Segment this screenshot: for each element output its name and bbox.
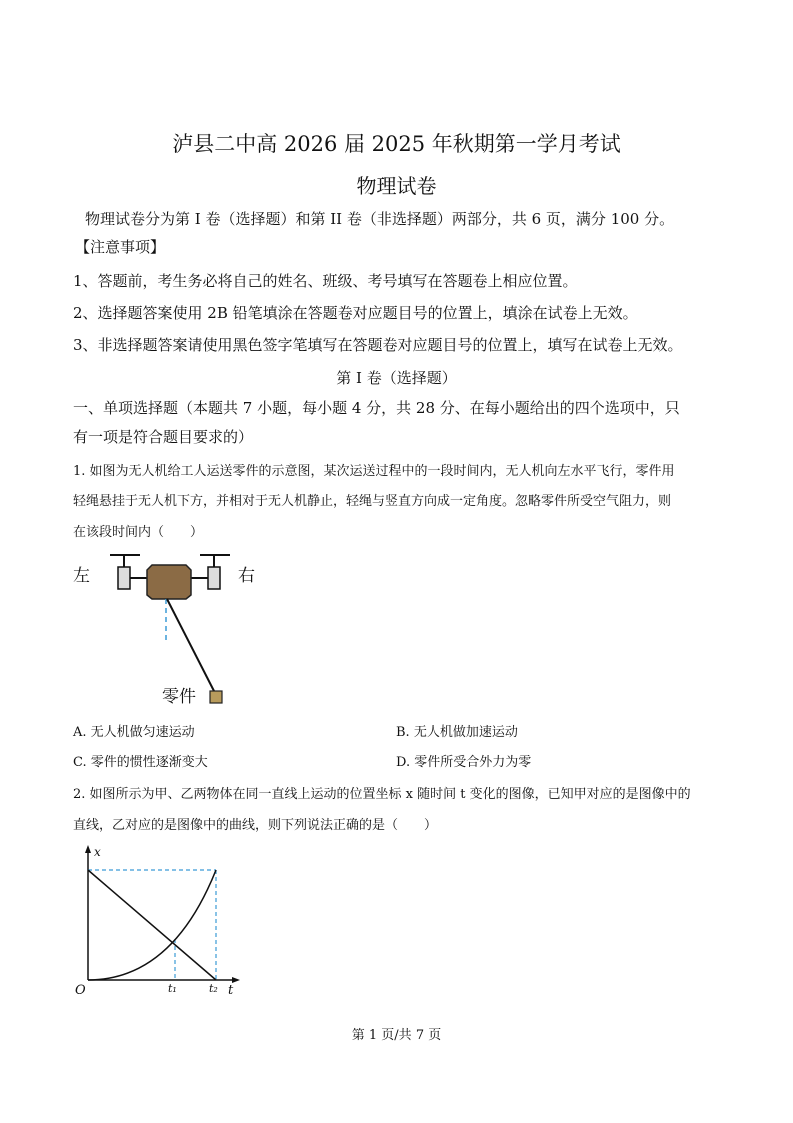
- q1-text-line-3: 在该段时间内（ ）: [73, 525, 204, 540]
- notice-rule-1: 1、答题前，考生务必将自己的姓名、班级、考号填写在答题卷上相应位置。: [73, 272, 578, 290]
- q1-option-c: C. 零件的惯性逐渐变大: [73, 755, 208, 770]
- part-heading-line-2: 有一项是符合题目要求的）: [73, 428, 254, 446]
- right-motor: [208, 567, 220, 589]
- part-heading-line-1: 一、单项选择题（本题共 7 小题，每小题 4 分，共 28 分、在每小题给出的四个选项中，只: [73, 399, 680, 417]
- exam-intro: 物理试卷分为第 I 卷（选择题）和第 II 卷（非选择题）两部分，共 6 页，满分 100 分。: [85, 210, 675, 228]
- q1-option-a: A. 无人机做匀速运动: [73, 725, 195, 740]
- section-title: 第 I 卷（选择题）: [336, 369, 457, 387]
- q1-option-d: D. 零件所受合外力为零: [396, 755, 532, 770]
- t-axis-label: t: [228, 983, 234, 997]
- line-jia: [88, 870, 216, 980]
- right-label: 右: [238, 566, 255, 586]
- notice-rule-2: 2、选择题答案使用 2B 铅笔填涂在答题卷对应题目号的位置上，填涂在试卷上无效。: [73, 304, 638, 322]
- notice-rule-3: 3、非选择题答案请使用黑色签字笔填写在答题卷对应题目号的位置上，填写在试卷上无效。: [73, 336, 683, 354]
- left-label: 左: [73, 566, 90, 586]
- drone-body: [147, 565, 191, 599]
- left-motor: [118, 567, 130, 589]
- q2-text-line-1: 2. 如图所示为甲、乙两物体在同一直线上运动的位置坐标 x 随时间 t 变化的图像，已知甲对应的是图像中的: [73, 787, 691, 802]
- part-label: 零件: [162, 687, 196, 707]
- q2-text-line-2: 直线，乙对应的是图像中的曲线，则下列说法正确的是（ ）: [73, 818, 438, 833]
- exam-title: 泸县二中高 2026 届 2025 年秋期第一学月考试: [172, 132, 621, 156]
- origin-label: O: [75, 983, 86, 997]
- page-footer: 第 1 页/共 7 页: [351, 1028, 442, 1043]
- drone-figure: [60, 545, 280, 715]
- position-time-graph: [70, 842, 250, 997]
- t1-label: t₁: [168, 982, 177, 995]
- notice-heading: 【注意事项】: [75, 238, 166, 256]
- rope: [167, 599, 214, 691]
- exam-subtitle: 物理试卷: [356, 174, 437, 198]
- t2-label: t₂: [209, 982, 218, 995]
- q1-text-line-2: 轻绳悬挂于无人机下方，并相对于无人机静止，轻绳与竖直方向成一定角度。忽略零件所受空气阻力，则: [73, 494, 672, 509]
- q1-text-line-1: 1. 如图为无人机给工人运送零件的示意图，某次运送过程中的一段时间内，无人机向左水平飞行，零件用: [73, 464, 675, 479]
- x-axis-label: x: [94, 845, 101, 859]
- q1-option-b: B. 无人机做加速运动: [396, 725, 518, 740]
- part-block: [210, 691, 222, 703]
